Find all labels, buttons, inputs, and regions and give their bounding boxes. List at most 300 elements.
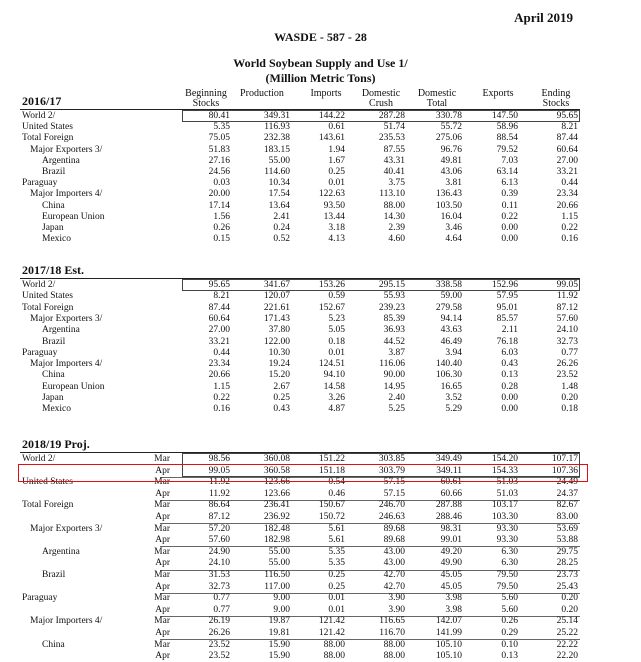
row-value: 57.60 — [208, 535, 230, 546]
row-value: 89.68 — [383, 535, 405, 546]
row-value: 0.29 — [501, 628, 518, 638]
table-row — [0, 524, 641, 535]
row-value: 153.26 — [318, 280, 345, 290]
row-value: 24.56 — [208, 167, 230, 177]
row-label: European Union — [42, 381, 105, 392]
row-value: 99.05 — [556, 280, 578, 290]
row-value: 0.77 — [561, 347, 578, 358]
row-value: 22.20 — [556, 651, 578, 662]
row-value: 79.50 — [496, 581, 518, 592]
row-label: Argentina — [42, 546, 80, 557]
row-value: 5.29 — [445, 404, 462, 415]
row-value: 0.22 — [561, 223, 578, 233]
row-value: 154.20 — [491, 454, 518, 464]
row-value: 3.90 — [388, 604, 405, 615]
row-value: 147.50 — [491, 111, 518, 121]
row-label: Mexico — [42, 404, 72, 415]
row-value: 85.57 — [496, 313, 518, 324]
row-value: 152.67 — [318, 302, 345, 313]
row-value: 43.06 — [440, 167, 462, 177]
table-row — [0, 303, 641, 314]
table-row — [0, 382, 641, 393]
row-value: 107.17 — [551, 454, 578, 464]
row-value: 1.56 — [213, 211, 230, 222]
row-value: 96.76 — [440, 144, 462, 155]
row-value: 232.38 — [263, 133, 290, 144]
row-value: 88.00 — [383, 200, 405, 211]
row-month: Mar — [154, 593, 170, 604]
column-header — [470, 89, 526, 99]
row-value: 57.20 — [208, 523, 230, 534]
row-value: 27.16 — [208, 155, 230, 166]
row-month: Apr — [155, 465, 170, 476]
table-row — [0, 133, 641, 144]
row-value: 55.72 — [440, 122, 462, 133]
row-value: 116.06 — [379, 359, 405, 370]
row-value: 55.93 — [383, 291, 405, 302]
row-value: 40.41 — [383, 167, 405, 177]
row-value: 16.65 — [440, 381, 462, 392]
row-value: 0.20 — [561, 393, 578, 403]
row-value: 3.75 — [388, 178, 405, 189]
row-value: 349.49 — [435, 454, 462, 464]
column-header — [178, 89, 234, 109]
row-value: 29.75 — [556, 546, 578, 557]
row-value: 27.00 — [208, 325, 230, 336]
row-value: 341.67 — [263, 280, 290, 290]
row-value: 0.52 — [273, 234, 290, 245]
table-row — [0, 212, 641, 223]
row-value: 116.70 — [379, 628, 405, 638]
row-label: Major Importers 4/ — [30, 616, 103, 627]
row-value: 9.00 — [273, 593, 290, 604]
row-value: 106.30 — [435, 370, 462, 381]
row-label: Major Importers 4/ — [30, 189, 103, 200]
row-value: 246.63 — [378, 512, 405, 522]
row-value: 46.49 — [440, 336, 462, 347]
table-row — [0, 404, 641, 415]
column-header-line2: Total — [426, 98, 448, 109]
row-value: 124.51 — [318, 359, 345, 370]
row-value: 303.79 — [378, 465, 405, 476]
row-value: 113.10 — [379, 189, 405, 200]
row-value: 94.14 — [440, 313, 462, 324]
row-month: Mar — [154, 616, 170, 627]
row-value: 53.88 — [556, 535, 578, 546]
table-row — [0, 291, 641, 302]
row-label: Japan — [42, 393, 64, 403]
row-value: 45.05 — [440, 581, 462, 592]
row-value: 9.00 — [273, 604, 290, 615]
row-value: 4.87 — [328, 404, 345, 415]
row-value: 26.26 — [556, 359, 578, 370]
column-header-line1: Exports — [482, 88, 514, 99]
row-value: 0.18 — [561, 404, 578, 415]
table-row — [0, 593, 641, 604]
row-value: 93.30 — [496, 535, 518, 546]
row-value: 0.00 — [501, 404, 518, 415]
row-value: 0.25 — [328, 581, 345, 592]
row-value: 79.52 — [496, 144, 518, 155]
row-value: 3.26 — [328, 393, 345, 403]
row-value: 11.92 — [208, 488, 230, 499]
row-value: 5.60 — [501, 593, 518, 604]
table-row — [0, 651, 641, 662]
row-value: 0.13 — [501, 651, 518, 662]
row-value: 349.31 — [263, 111, 290, 121]
row-value: 0.11 — [501, 200, 518, 211]
row-value: 95.65 — [208, 280, 230, 290]
row-value: 144.22 — [318, 111, 345, 121]
row-value: 183.15 — [263, 144, 290, 155]
row-label: Paraguay — [22, 347, 58, 358]
row-value: 7.03 — [501, 155, 518, 166]
row-value: 141.99 — [435, 628, 462, 638]
table-row — [0, 178, 641, 189]
row-value: 287.28 — [378, 111, 405, 121]
table-row — [0, 337, 641, 348]
row-value: 55.00 — [268, 546, 290, 557]
table-units: (Million Metric Tons) — [265, 71, 376, 85]
row-value: 25.22 — [556, 628, 578, 638]
row-value: 57.60 — [556, 313, 578, 324]
table-row — [0, 156, 641, 167]
row-value: 288.46 — [435, 512, 462, 522]
row-label: Total Foreign — [22, 500, 74, 511]
row-label: China — [42, 639, 65, 650]
row-value: 0.54 — [328, 477, 345, 488]
row-month: Apr — [155, 488, 170, 499]
row-value: 3.46 — [445, 223, 462, 233]
row-value: 76.18 — [496, 336, 518, 347]
row-value: 221.61 — [263, 302, 290, 313]
row-value: 26.19 — [208, 616, 230, 627]
row-label: Japan — [42, 223, 64, 233]
row-value: 3.87 — [388, 347, 405, 358]
row-value: 87.12 — [556, 302, 578, 313]
row-month: Mar — [154, 639, 170, 650]
row-value: 26.26 — [208, 628, 230, 638]
row-value: 51.03 — [496, 477, 518, 488]
row-value: 0.77 — [213, 604, 230, 615]
row-value: 246.70 — [378, 500, 405, 511]
row-value: 103.30 — [491, 512, 518, 522]
section-title: 2018/19 Proj. — [22, 437, 90, 451]
row-value: 6.03 — [501, 347, 518, 358]
column-header-line2: Crush — [369, 98, 393, 109]
row-value: 55.00 — [268, 155, 290, 166]
row-value: 5.05 — [328, 325, 345, 336]
row-value: 0.61 — [328, 122, 345, 133]
row-value: 60.64 — [556, 144, 578, 155]
row-value: 171.43 — [263, 313, 290, 324]
column-header-line1: Production — [240, 88, 284, 99]
row-value: 49.20 — [440, 546, 462, 557]
row-value: 19.87 — [268, 616, 290, 627]
row-label: Major Importers 4/ — [30, 359, 103, 370]
row-month: Apr — [155, 535, 170, 546]
column-header-line1: Domestic — [417, 88, 457, 99]
row-value: 19.24 — [268, 359, 290, 370]
row-value: 85.39 — [383, 313, 405, 324]
row-value: 33.21 — [208, 336, 230, 347]
table-row — [0, 570, 641, 581]
row-value: 105.10 — [435, 651, 462, 662]
row-value: 0.16 — [213, 404, 230, 415]
row-value: 80.41 — [208, 111, 230, 121]
row-value: 42.70 — [383, 581, 405, 592]
row-value: 43.31 — [383, 155, 405, 166]
row-month: Mar — [154, 500, 170, 511]
row-value: 19.81 — [268, 628, 290, 638]
table-row — [0, 223, 641, 234]
row-value: 88.54 — [496, 133, 518, 144]
row-label: Major Exporters 3/ — [30, 144, 103, 155]
row-value: 0.22 — [501, 211, 518, 222]
row-value: 3.81 — [445, 178, 462, 189]
row-value: 303.85 — [378, 454, 405, 464]
row-value: 360.08 — [263, 454, 290, 464]
row-value: 2.39 — [388, 223, 405, 233]
row-value: 58.96 — [496, 122, 518, 133]
row-value: 14.95 — [383, 381, 405, 392]
row-month: Apr — [155, 628, 170, 638]
row-month: Apr — [155, 581, 170, 592]
row-value: 120.07 — [263, 291, 290, 302]
table-row — [0, 605, 641, 616]
row-value: 10.30 — [268, 347, 290, 358]
row-label: Paraguay — [22, 593, 58, 604]
row-value: 0.20 — [561, 593, 578, 604]
row-value: 275.06 — [435, 133, 462, 144]
row-value: 116.50 — [264, 570, 290, 580]
row-month: Apr — [155, 604, 170, 615]
row-value: 0.39 — [501, 189, 518, 200]
row-value: 87.44 — [556, 133, 578, 144]
row-label: Argentina — [42, 325, 80, 336]
row-value: 11.92 — [556, 291, 578, 302]
row-value: 90.00 — [383, 370, 405, 381]
row-value: 1.94 — [328, 144, 345, 155]
row-value: 154.33 — [491, 465, 518, 476]
row-month: Mar — [154, 523, 170, 534]
row-value: 116.93 — [264, 122, 290, 133]
row-value: 14.30 — [383, 211, 405, 222]
row-value: 55.00 — [268, 558, 290, 569]
row-value: 0.01 — [328, 604, 345, 615]
row-month: Mar — [154, 546, 170, 557]
row-label: China — [42, 370, 65, 381]
row-value: 23.52 — [208, 639, 230, 650]
row-value: 11.92 — [208, 477, 230, 488]
table-row — [0, 167, 641, 178]
row-value: 87.55 — [383, 144, 405, 155]
row-value: 1.15 — [561, 211, 578, 222]
row-value: 136.43 — [435, 189, 462, 200]
row-value: 43.63 — [440, 325, 462, 336]
table-row — [0, 489, 641, 500]
row-value: 88.00 — [323, 639, 345, 650]
table-row — [0, 122, 641, 133]
row-value: 99.01 — [440, 535, 462, 546]
row-value: 0.24 — [273, 223, 290, 233]
section-title: 2016/17 — [22, 94, 62, 108]
row-label: Total Foreign — [22, 302, 74, 313]
row-value: 239.23 — [378, 302, 405, 313]
row-label: United States — [22, 477, 73, 488]
row-value: 25.43 — [556, 581, 578, 592]
row-value: 122.63 — [318, 189, 345, 200]
row-value: 2.67 — [273, 381, 290, 392]
row-value: 4.13 — [328, 234, 345, 245]
column-header-line1: Beginning — [185, 88, 227, 99]
row-value: 0.16 — [561, 234, 578, 245]
row-value: 51.74 — [383, 122, 405, 133]
row-value: 0.00 — [501, 234, 518, 245]
row-value: 10.34 — [268, 178, 290, 189]
row-value: 20.66 — [556, 200, 578, 211]
row-value: 95.65 — [556, 111, 578, 121]
row-value: 87.44 — [208, 302, 230, 313]
row-value: 13.44 — [323, 211, 345, 222]
row-value: 0.03 — [213, 178, 230, 189]
table-row — [0, 201, 641, 212]
column-header — [353, 89, 409, 109]
table-row — [0, 628, 641, 639]
row-value: 0.43 — [501, 359, 518, 370]
row-label: World 2/ — [22, 454, 56, 464]
row-value: 0.20 — [561, 604, 578, 615]
row-label: Argentina — [42, 155, 80, 166]
row-value: 17.14 — [208, 200, 230, 211]
row-value: 75.05 — [208, 133, 230, 144]
row-value: 0.01 — [328, 178, 345, 189]
table-row — [0, 500, 641, 511]
column-header-line1: Imports — [310, 88, 342, 99]
row-value: 43.00 — [383, 558, 405, 569]
column-header — [298, 89, 354, 99]
column-header-line1: Domestic — [361, 88, 401, 99]
row-value: 99.05 — [208, 465, 230, 476]
row-label: Brazil — [42, 570, 66, 580]
row-value: 116.65 — [379, 616, 405, 627]
row-value: 0.25 — [328, 167, 345, 177]
row-value: 0.43 — [273, 404, 290, 415]
row-value: 151.18 — [318, 465, 345, 476]
row-label: United States — [22, 122, 73, 133]
table-row — [0, 111, 641, 122]
row-value: 59.00 — [440, 291, 462, 302]
row-value: 42.70 — [383, 570, 405, 580]
row-value: 107.36 — [551, 465, 578, 476]
row-value: 15.90 — [268, 651, 290, 662]
row-value: 89.68 — [383, 523, 405, 534]
row-label: World 2/ — [22, 280, 56, 290]
row-value: 5.35 — [213, 122, 230, 133]
row-value: 8.21 — [213, 291, 230, 302]
row-value: 5.35 — [328, 558, 345, 569]
row-value: 0.00 — [501, 393, 518, 403]
row-value: 0.25 — [328, 570, 345, 580]
row-value: 5.23 — [328, 313, 345, 324]
row-value: 295.15 — [378, 280, 405, 290]
row-value: 235.53 — [378, 133, 405, 144]
row-value: 0.44 — [561, 178, 578, 189]
row-value: 1.67 — [328, 155, 345, 166]
row-value: 32.73 — [556, 336, 578, 347]
row-value: 83.00 — [556, 512, 578, 522]
row-value: 53.69 — [556, 523, 578, 534]
table-row — [0, 558, 641, 569]
row-label: Brazil — [42, 336, 66, 347]
row-label: Paraguay — [22, 178, 58, 189]
row-month: Mar — [154, 570, 170, 580]
row-label: Brazil — [42, 167, 66, 177]
row-value: 349.11 — [436, 465, 462, 476]
table-row — [0, 189, 641, 200]
row-value: 0.01 — [328, 593, 345, 604]
row-value: 57.15 — [383, 488, 405, 499]
row-value: 15.90 — [268, 639, 290, 650]
row-value: 140.40 — [435, 359, 462, 370]
row-value: 13.64 — [268, 200, 290, 211]
column-header — [234, 89, 290, 99]
column-header — [528, 89, 584, 109]
row-value: 360.58 — [263, 465, 290, 476]
row-value: 0.44 — [213, 347, 230, 358]
row-value: 117.00 — [264, 581, 290, 592]
row-label: Major Exporters 3/ — [30, 523, 103, 534]
row-value: 98.31 — [440, 523, 462, 534]
row-value: 24.49 — [556, 477, 578, 488]
row-value: 23.34 — [556, 189, 578, 200]
row-value: 49.90 — [440, 558, 462, 569]
row-value: 22.22 — [556, 639, 578, 650]
row-label: United States — [22, 291, 73, 302]
row-value: 150.67 — [318, 500, 345, 511]
column-header — [409, 89, 465, 109]
row-value: 3.98 — [445, 604, 462, 615]
row-month: Mar — [154, 477, 170, 488]
row-value: 5.61 — [328, 535, 345, 546]
row-value: 93.50 — [323, 200, 345, 211]
row-value: 3.18 — [328, 223, 345, 233]
row-value: 182.48 — [263, 523, 290, 534]
row-value: 103.50 — [435, 200, 462, 211]
row-value: 8.21 — [561, 122, 578, 133]
row-value: 5.25 — [388, 404, 405, 415]
row-value: 86.64 — [208, 500, 230, 511]
table-row — [0, 535, 641, 546]
row-value: 123.66 — [263, 488, 290, 499]
row-value: 236.41 — [263, 500, 290, 511]
row-value: 17.54 — [268, 189, 290, 200]
row-value: 23.34 — [208, 359, 230, 370]
row-value: 6.13 — [501, 178, 518, 189]
row-value: 27.00 — [556, 155, 578, 166]
row-label: Total Foreign — [22, 133, 74, 144]
row-value: 3.52 — [445, 393, 462, 403]
row-value: 4.60 — [388, 234, 405, 245]
column-header-line1: Ending — [541, 88, 571, 99]
row-value: 122.00 — [263, 336, 290, 347]
row-label: Major Exporters 3/ — [30, 313, 103, 324]
row-value: 2.11 — [501, 325, 518, 336]
row-value: 88.00 — [383, 651, 405, 662]
row-value: 94.10 — [323, 370, 345, 381]
table-row — [0, 582, 641, 593]
table-row — [0, 359, 641, 370]
